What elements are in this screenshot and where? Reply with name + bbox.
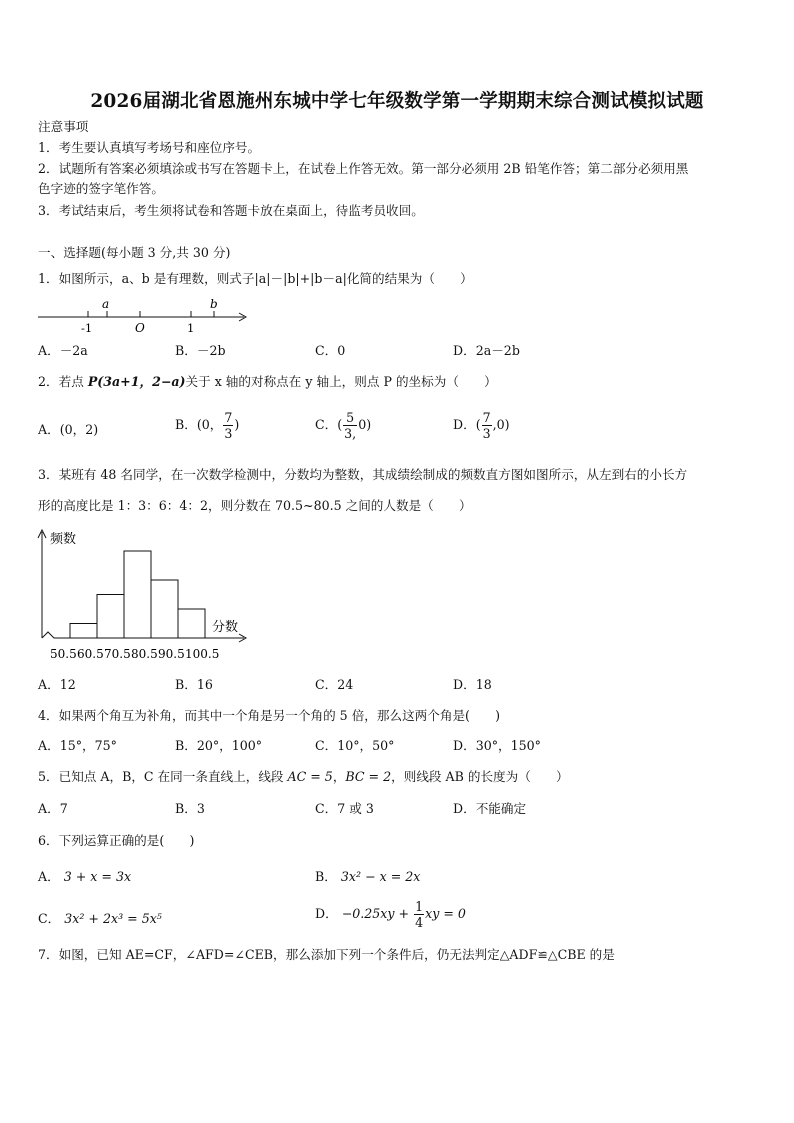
q2-stem-part: 关于 x 轴的对称点在 y 轴上，则点 P 的坐标为（ ） [185,374,497,389]
x-tick-label: 80.5 [131,647,158,661]
histogram-bar [178,609,205,638]
x-tick-label: 90.5 [158,647,185,661]
tick-label: 1 [187,321,195,335]
x-tick-label: 100.5 [185,647,220,661]
q1-option-c: C．0 [315,343,346,358]
tick-label: O [135,321,145,335]
q6-option-a: A． 3 + x = 3x [38,869,132,884]
notice-item: 色字迹的签字笔作答。 [38,181,164,196]
q4-option-d: D．30°，150° [453,738,541,753]
question-3-line1: 3．某班有 48 名同学，在一次数学检测中，分数均为整数，其成绩绘制成的频数直方图如图所示，从左到右的小长方 [38,467,688,482]
q3-option-c: C．24 [315,677,354,692]
x-tick-label: 70.5 [104,647,131,661]
q5-option-a: A．7 [38,801,68,816]
page-title: 2026届湖北省恩施州东城中学七年级数学第一学期期末综合测试模拟试题 [90,91,704,112]
x-tick-label: 50.5 [50,647,77,661]
tick-label: -1 [81,321,93,335]
q6-option-c: C． 3x² + 2x³ = 5x⁵ [38,911,162,926]
question-2-stem [38,373,497,391]
x-tick-label: 60.5 [77,647,104,661]
q4-option-b: B．20°，100° [175,738,263,753]
question-1-stem: 1．如图所示，a、b 是有理数，则式子|a|－|b|+|b－a|化简的结果为（ ） [38,271,473,286]
q1-option-b: B．－2b [175,343,226,358]
histogram-bar [151,580,178,638]
y-axis-label: 频数 [50,532,77,547]
question-7-stem: 7．如图，已知 AE=CF，∠AFD=∠CEB，那么添加下列一个条件后，仍无法判定△ADF≌△CBE 的是 [38,947,615,962]
q6-option-d: D． −0.25xy + $\frac{1}{4}$ xy = 0 [315,899,466,930]
q2-option-a: A．(0，2) [38,422,99,437]
histogram-bar [70,624,97,639]
question-3-line2: 形的高度比是 1：3：6：4：2，则分数在 70.5~80.5 之间的人数是（ ） [38,498,472,513]
x-axis-label: 分数 [212,620,239,635]
histogram-bar [124,551,151,638]
q5-option-c: C．7 或 3 [315,801,374,816]
q5-expr-bc: BC = 2 [345,769,392,784]
notice-item: 2．试题所有答案必须填涂或书写在答题卡上，在试卷上作答无效。第一部分必须用 2B 铅笔作答；第二部分必须用黑 [38,161,689,176]
q4-option-c: C．10°，50° [315,738,395,753]
q5-option-d: D．不能确定 [453,801,527,816]
notice-item: 3．考试结束后，考生须将试卷和答题卡放在桌面上，待监考员收回。 [38,203,424,218]
notice-item: 1．考生要认真填写考场号和座位序号。 [38,140,261,155]
q3-option-a: A．12 [38,677,76,692]
q5-option-b: B．3 [175,801,205,816]
q1-option-d: D．2a－2b [453,343,520,358]
question-5-stem: 5．已知点 A，B，C 在同一条直线上，线段 AC = 5，BC = 2，则线段 AB 的长度为（ ） [38,769,569,784]
q3-option-d: D．18 [453,677,492,692]
q2-option-b: B．(0， $\frac{7}{3}$ ) [175,410,240,441]
notice-heading: 注意事项 [38,119,89,134]
q5-expr-ac: AC = 5 [287,769,333,784]
histogram-bar [97,595,124,639]
q2-option-d: D．( $\frac{7}{3}$ ,0) [453,410,510,441]
point-b-label: b [210,297,218,311]
q3-option-b: B．16 [175,677,213,692]
q4-option-a: A．15°，75° [38,738,117,753]
frequency-histogram [30,522,260,662]
q2-stem-part: 2．若点 [38,374,88,389]
question-4-stem: 4．如果两个角互为补角，而其中一个角是另一个角的 5 倍，那么这两个角是( ) [38,708,501,723]
q6-option-b: B． 3x² − x = 2x [315,869,421,884]
number-line [36,295,256,335]
q2-option-c: C．( $\frac{5}{3,}$ 0) [315,410,372,441]
point-a-label: a [102,297,110,311]
question-6-stem: 6．下列运算正确的是( ) [38,833,195,848]
q2-point-expr: P(3a+1，2−a) [87,374,186,389]
section-heading: 一、选择题(每小题 3 分,共 30 分) [38,245,231,260]
q1-option-a: A．－2a [38,343,88,358]
